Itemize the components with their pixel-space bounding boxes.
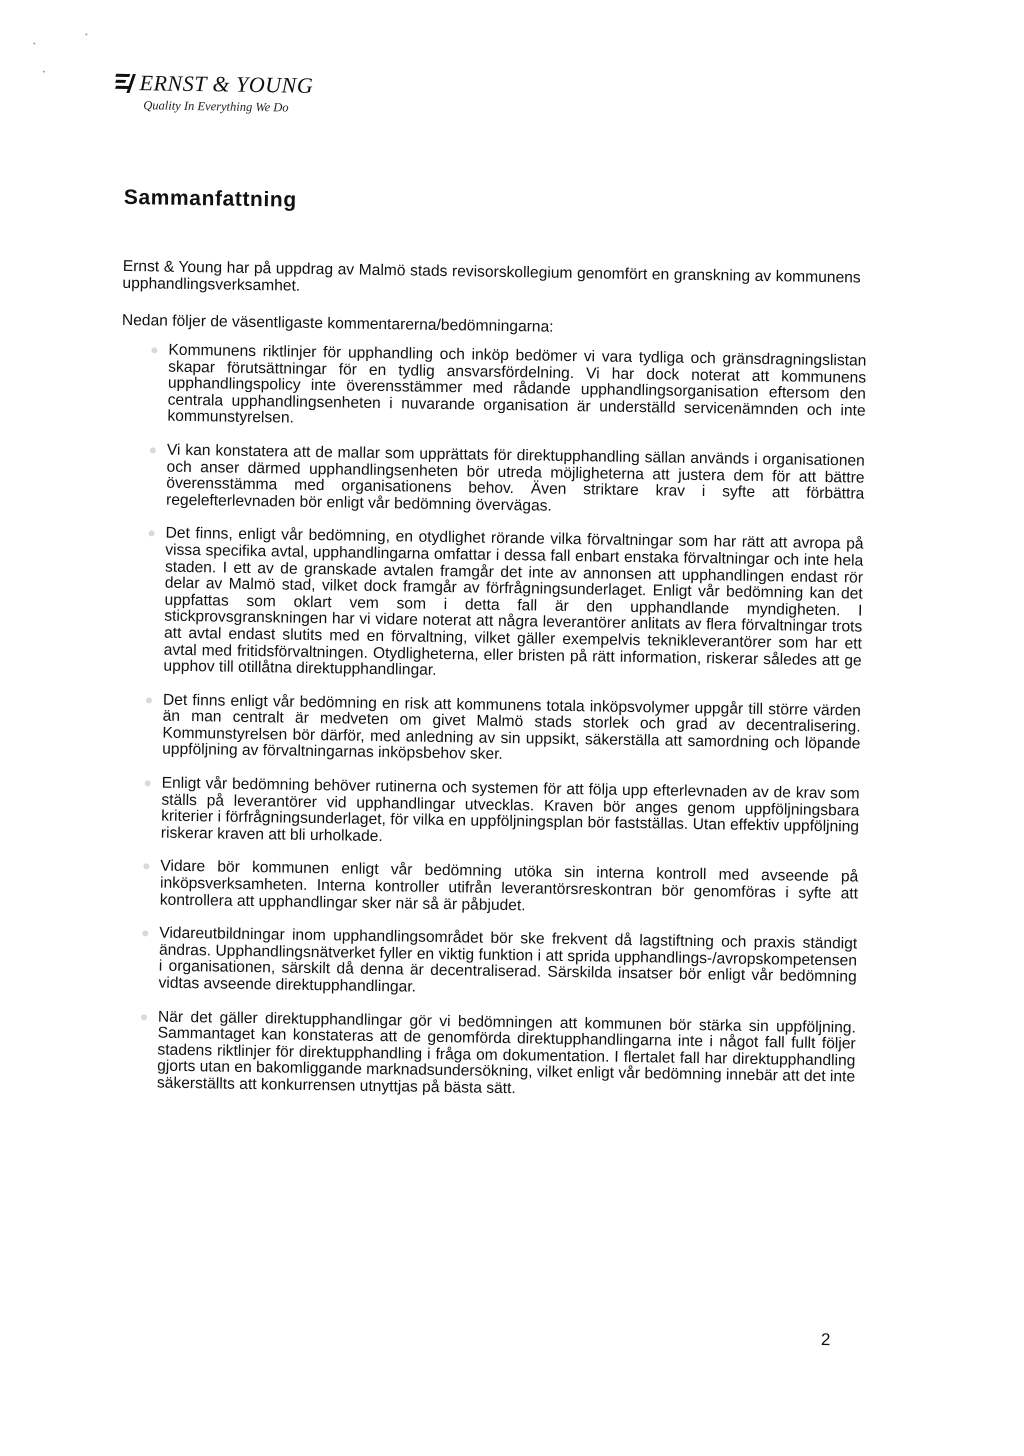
list-item-text: Vidareutbildningar inom upphandlingsområdet bör ske frekvent då lagstiftning och praxis ständigt ändras. Upphandlingsnätverket fyller en viktig funktion i att sprida upphandlings-/avropskompetensen i organisationen, särskilt då denna är decentraliserad. Särskilda insatser bör enligt vår bedömning vidtas avseende direktupphandlingar. [158, 924, 858, 996]
list-item [111, 925, 857, 1003]
scan-speck [43, 71, 45, 73]
list-item-text: Det finns enligt vår bedömning en risk att kommunens totala inköpsvolymer uppgår till större värden än man centralt är medveten om givet Malmö stads storlek och grad av decentralisering. Kommunstyrelsen bör därför, med anledning av sin uppsikt, säkerställa att samordning och löpande uppföljning av förvaltningarnas inköpsbehov sker. [162, 691, 862, 764]
page-title: Sammanfattning [123, 185, 297, 212]
list-item-text: Det finns, enligt vår bedömning, en otydlighet rörande vilka förvaltningar som har rätt att avropa på vissa specifika avtal, upphandlingarna omfattar i dessa fall enbart enstaka förvaltningar och inte hela staden. I ett av de granskade avtalen framgår det inte av annonsen att upphandlingen endast rör delar av Malmö stad, vilket dock framgår av förfrågningsunderlaget. Enligt vår bedömning kan det uppfattas som oklart vem som i detta fall är den upphandlande myndigheten. I stickprovsgranskningen har vi vidare noterat att några leverantörer anlitats av flera förvaltningar trots att avtal endast slutits med en förvaltning, vilket gäller exempelvis teknikleverantörer som har ett avtal med fritidsförvaltningen. Otydligheterna, eller bristen på rätt information, riskerar således att ge upphov till otillåtna direktupphandlingar. [163, 524, 864, 679]
list-item [114, 775, 860, 853]
company-tagline: Quality In Everything We Do [143, 98, 289, 115]
company-logo [115, 72, 313, 116]
list-item [119, 442, 865, 520]
list-item [115, 692, 861, 770]
list-item [116, 525, 863, 686]
scan-speck [33, 42, 35, 44]
list-item-text: När det gäller direktupphandlingar gör vi bedömningen att kommunen bör stärka sin uppföljning. Sammantaget kan konstateras att de genomförda direktupphandlingarna inte i något fall fullt följer stadens riktlinjer för direktupphandling i fråga om dokumentation. I flertalet fall har direktupphandling gjorts utan en bakomliggande marknadsundersökning, vilket enligt vår bedömning innebär att det inte säkerställts att konkurrensen utnyttjas på bästa sätt. [156, 1008, 857, 1098]
bullet-icon [141, 1014, 147, 1020]
list-item-text: Vidare bör kommunen enligt vår bedömning utöka sin interna kontroll med avseende på inköpsverksamheten. Interna kontroller utifrån leverantörsreskontran bör genomföras i syfte att kontrollera att upphandlingar sker när så är påbjudet. [159, 858, 859, 914]
findings-list [110, 342, 867, 1120]
bullet-icon [146, 697, 152, 703]
lead-paragraph: Nedan följer de väsentligaste kommentarerna/bedömningarna: [121, 311, 554, 336]
bullet-icon [149, 531, 155, 537]
bullet-icon [151, 347, 157, 353]
company-name: ERNST & YOUNG [139, 70, 314, 98]
intro-paragraph: Ernst & Young har på uppdrag av Malmö stads revisorskollegium genomfört en granskning av kommunens upphandlingsverksamhet. [122, 257, 861, 295]
ey-logo-mark-icon [115, 72, 135, 94]
scan-speck [85, 33, 87, 35]
page-number: 2 [820, 1330, 831, 1350]
list-item-text: Vi kan konstatera att de mallar som upprättats för direktupphandling sällan används i organisationen och anser därmed upphandlingsenheten bör utreda möjligheterna att justera dem för att bättre överensstämma med organisationens behov. Även striktare krav i syfte att förbättra regelefterlevnaden bör enligt vår bedömning övervägas. [165, 441, 865, 515]
list-item [113, 858, 859, 919]
bullet-icon [142, 931, 148, 937]
list-item [120, 342, 866, 437]
list-item-text: Kommunens riktlinjer för upphandling och inköp bedömer vi vara tydliga och gränsdragningslistan skapar förutsättningar för en tydlig ansvarsfördelning. Vi har dock noterat att kommunens upphandlingspolicy inte överensstämmer med rådande upphandlingsorganisation eftersom den centrala upphandlingsenheten i nuvarande organisation är underställd servicenämnden och inte kommunstyrelsen. [167, 341, 867, 428]
bullet-icon [143, 864, 149, 870]
bullet-icon [145, 780, 151, 786]
list-item [110, 1008, 856, 1103]
list-item-text: Enligt vår bedömning behöver rutinerna och systemen för att följa upp efterlevnaden av de krav som ställs på leverantörer vid upphandlingar utvecklas. Kraven bör anges genom uppföljningsbara kriterier i förfrågningsunderlaget, för vilka en uppföljningsplan bör fastställas. Utan effektiv uppföljning riskerar kraven att bli urholkade. [160, 774, 860, 845]
bullet-icon [150, 447, 156, 453]
